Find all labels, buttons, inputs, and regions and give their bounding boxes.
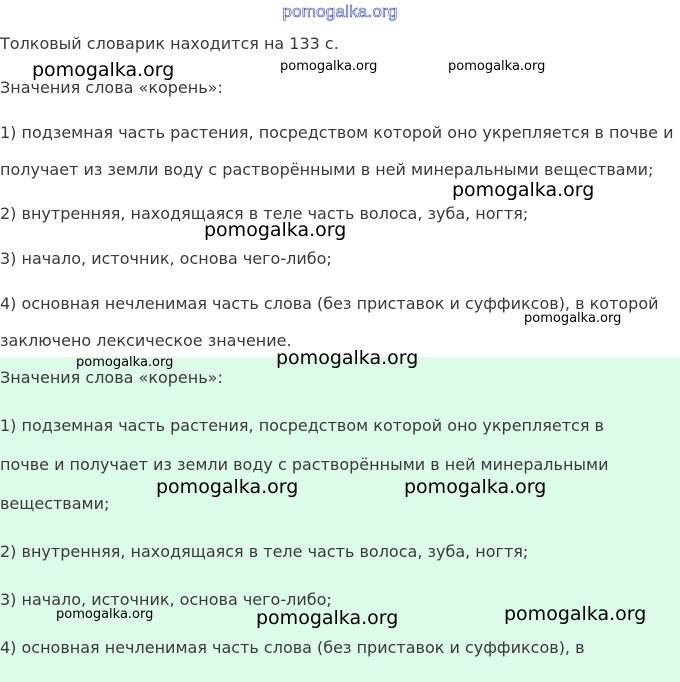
- watermark: pomogalka.org: [204, 219, 347, 241]
- watermark: pomogalka.org: [504, 603, 647, 625]
- watermark: pomogalka.org: [256, 607, 399, 629]
- watermark: pomogalka.org: [276, 347, 419, 369]
- watermark: pomogalka.org: [524, 311, 622, 326]
- section2-line: 4) основная нечленимая часть слова (без приставок и суффиксов), в: [0, 638, 585, 657]
- section2-line: 2) внутренняя, находящаяся в теле часть волоса, зуба, ногтя;: [0, 542, 529, 561]
- watermark: pomogalka.org: [32, 59, 175, 81]
- watermark: pomogalka.org: [156, 476, 299, 498]
- section1-line: 4) основная нечленимая часть слова (без приставок и суффиксов), в которой: [0, 294, 659, 313]
- section1-line: заключено лексическое значение.: [0, 331, 292, 350]
- section2-line: веществами;: [0, 494, 110, 513]
- section1-heading: Значения слова «корень»:: [0, 78, 223, 97]
- section1-line: 2) внутренняя, находящаяся в теле часть волоса, зуба, ногтя;: [0, 204, 529, 223]
- section1-line: 1) подземная часть растения, посредством которой оно укрепляется в почве и: [0, 123, 674, 142]
- watermark: pomogalka.org: [448, 59, 546, 74]
- section2-line: почве и получает из земли воду с растворёнными в ней минеральными: [0, 455, 609, 474]
- answer-highlight-block: [0, 357, 680, 682]
- site-watermark-header: pomogalka.org: [282, 2, 398, 21]
- watermark: pomogalka.org: [56, 607, 154, 622]
- watermark: pomogalka.org: [76, 355, 174, 370]
- watermark: pomogalka.org: [404, 476, 547, 498]
- section1-line: 3) начало, источник, основа чего-либо;: [0, 249, 332, 268]
- intro-text: Толковый словарик находится на 133 с.: [0, 34, 339, 53]
- section2-line: 3) начало, источник, основа чего-либо;: [0, 590, 332, 609]
- section2-heading: Значения слова «корень»:: [0, 368, 223, 387]
- section1-line: получает из земли воду с растворёнными в ней минеральными веществами;: [0, 160, 654, 179]
- watermark: pomogalka.org: [280, 59, 378, 74]
- section2-line: 1) подземная часть растения, посредством которой оно укрепляется в: [0, 416, 604, 435]
- watermark: pomogalka.org: [452, 179, 595, 201]
